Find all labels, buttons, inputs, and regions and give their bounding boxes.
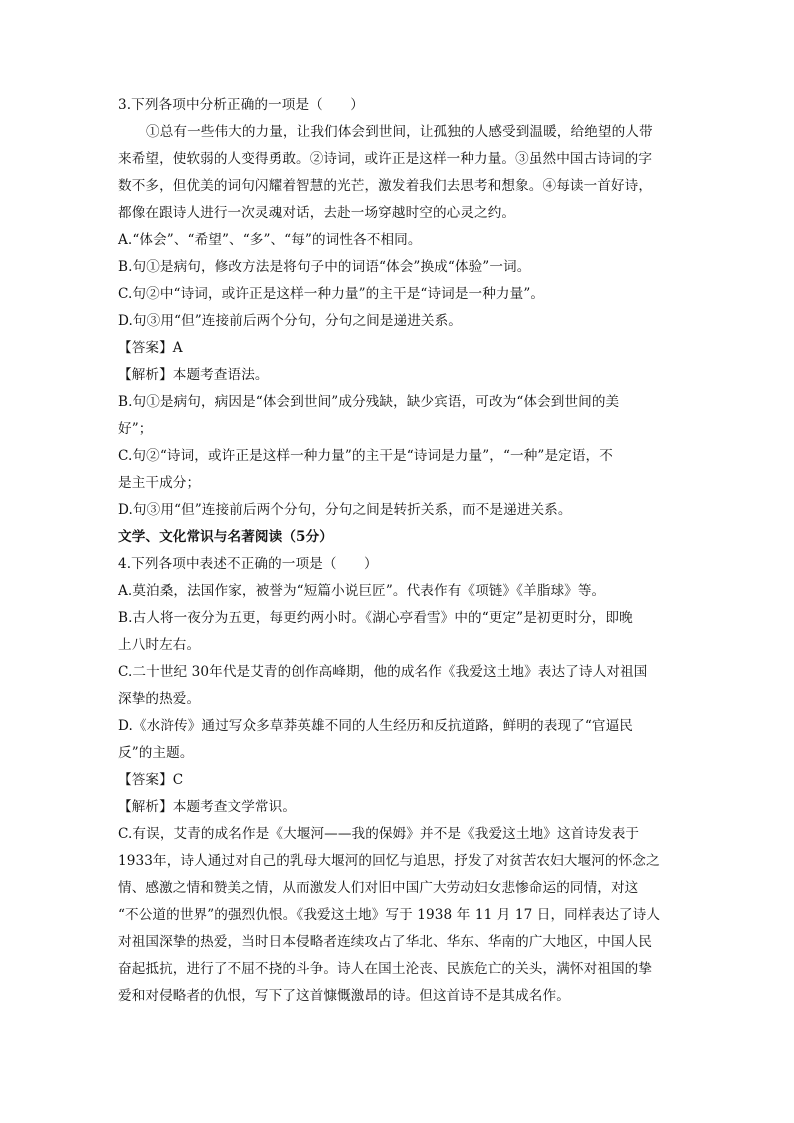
- text-line: ①总有一些伟大的力量，让我们体会到世间，让孤独的人感受到温暖，给绝望的人带: [146, 124, 653, 140]
- text-line: 【解析】本题考查文学常识。: [118, 799, 297, 815]
- text-line: 反”的主题。: [118, 745, 194, 761]
- text-line: 情、感激之情和赞美之情，从而激发人们对旧中国广大劳动妇女悲惨命运的同情，对这: [118, 880, 639, 896]
- text-line: C.二十世纪 30年代是艾青的创作高峰期，他的成名作《我爱这土地》表达了诗人对祖国: [118, 664, 648, 680]
- text-line: C.句②“诗词，或许正是这样一种力量”的主干是“诗词是力量”，“一种”是定语，不: [118, 448, 613, 464]
- text-line: C.句②中“诗词，或许正是这样一种力量”的主干是“诗词是一种力量”。: [118, 286, 545, 302]
- text-line: 3.下列各项中分析正确的一项是（ ）: [118, 97, 364, 113]
- text-line: 上八时左右。: [118, 637, 201, 653]
- text-line: 好”；: [118, 421, 153, 437]
- text-line: B.句①是病句，修改方法是将句子中的词语“体会”换成“体验”一词。: [118, 259, 531, 275]
- text-line: 【答案】A: [118, 340, 183, 356]
- text-line: 奋起抵抗，进行了不屈不挠的斗争。诗人在国土沦丧、民族危亡的关头，满怀对祖国的挚: [118, 961, 653, 977]
- text-line: 【解析】本题考查语法。: [118, 367, 269, 383]
- text-line: 数不多，但优美的词句闪耀着智慧的光芒，激发着我们去思考和想象。④每读一首好诗，: [118, 178, 653, 194]
- text-line: D.句③用“但”连接前后两个分句，分句之间是递进关系。: [118, 313, 462, 329]
- text-line: C.有误，艾青的成名作是《大堰河——我的保姆》并不是《我爱这土地》这首诗发表于: [118, 826, 640, 842]
- text-line: 都像在跟诗人进行一次灵魂对话，去赴一场穿越时空的心灵之约。: [118, 205, 516, 221]
- text-line: 深挚的热爱。: [118, 691, 201, 707]
- text-line: B.古人将一夜分为五更，每更约两小时。《湖心亭看雪》中的“更定”是初更时分，即晚: [118, 610, 633, 626]
- text-line: 来希望，使软弱的人变得勇敢。②诗词，或许正是这样一种力量。③虽然中国古诗词的字: [118, 151, 653, 167]
- text-line: 1933年，诗人通过对自己的乳母大堰河的回忆与追思，抒发了对贫苦农妇大堰河的怀念之: [118, 853, 660, 869]
- text-line: A.莫泊桑，法国作家，被誉为“短篇小说巨匠”。代表作有《项链》《羊脂球》等。: [118, 583, 606, 599]
- text-line: B.句①是病句，病因是“体会到世间”成分残缺，缺少宾语，可改为“体会到世间的美: [118, 394, 620, 410]
- text-line: “不公道的世界”的强烈仇恨。《我爱这土地》写于 1938 年 11 月 17 日，同样表达了诗人: [118, 907, 661, 923]
- text-line: 对祖国深挚的热爱，当时日本侵略者连续攻占了华北、华东、华南的广大地区，中国人民: [118, 934, 653, 950]
- text-line: 【答案】C: [118, 772, 184, 788]
- text-line: A.“体会”、“希望”、“多”、“每”的词性各不相同。: [118, 232, 422, 248]
- text-line: D.《水浒传》通过写众多草莽英雄不同的人生经历和反抗道路，鲜明的表现了“官逼民: [118, 718, 633, 734]
- text-line: 爱和对侵略者的仇恨，写下了这首慷慨激昂的诗。但这首诗不是其成名作。: [118, 988, 570, 1004]
- section-heading: 文学、文化常识与名著阅读（5分）: [118, 529, 333, 545]
- text-line: 是主干成分；: [118, 475, 201, 491]
- text-line: 4.下列各项中表述不正确的一项是（ ）: [118, 556, 378, 572]
- text-line: D.句③用“但”连接前后两个分句，分句之间是转折关系，而不是递进关系。: [118, 502, 572, 518]
